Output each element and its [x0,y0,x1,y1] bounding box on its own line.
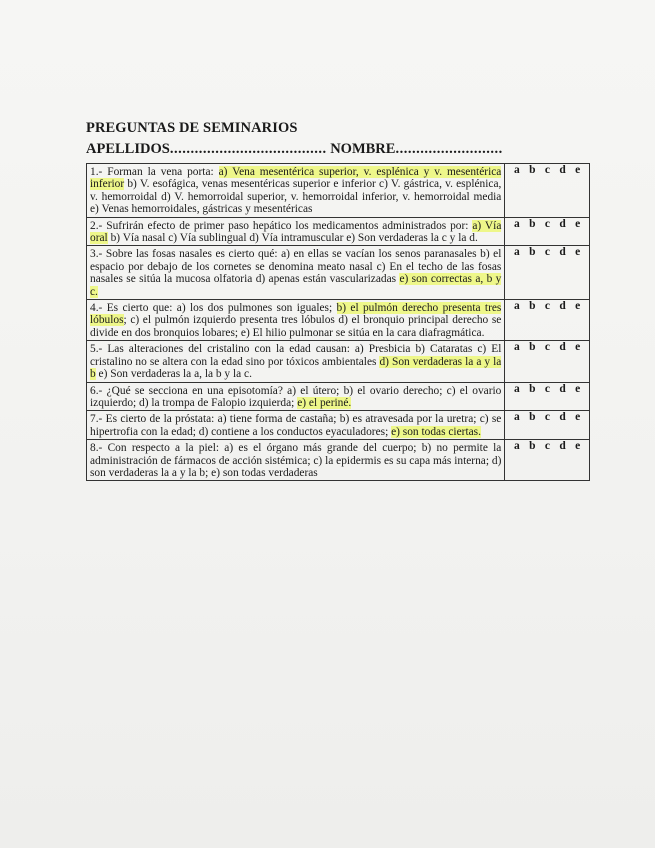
option-d[interactable]: d [559,217,566,230]
option-e[interactable]: e [575,164,581,176]
option-e[interactable]: e [575,382,581,395]
option-b[interactable]: b [529,164,536,176]
page-title: PREGUNTAS DE SEMINARIOS [86,120,298,136]
question-segment: e) Son verdaderas la a, la b y la c. [95,368,252,381]
option-d[interactable]: d [559,440,566,453]
apellidos-dots: ...................................... [169,141,327,157]
question-row [87,382,590,411]
question-text [87,164,505,218]
highlighted-answer: b) el pulmón derecho presenta tres lóbulos [90,302,502,327]
option-e[interactable]: e [575,217,581,230]
option-a[interactable]: a [514,164,520,176]
option-a[interactable]: a [514,217,520,230]
option-b[interactable]: b [529,300,536,313]
option-a[interactable]: a [514,300,520,313]
highlighted-answer: e) el periné. [297,396,352,409]
option-b[interactable]: b [529,411,536,424]
question-row [87,440,590,481]
option-d[interactable]: d [559,164,566,176]
answer-options [505,164,590,218]
answer-options [505,217,590,246]
question-segment: 4.- Es cierto que: a) los dos pulmones son iguales; [90,302,337,315]
question-segment: 2.- Sufrirán efecto de primer paso hepático los medicamentos administrados por: [90,219,473,232]
option-e[interactable]: e [575,411,581,424]
option-b[interactable]: b [529,217,536,230]
option-e[interactable]: e [575,300,581,313]
question-segment: b) V. esofágica, venas mesentéricas superior e inferior c) V. gástrica, v. esplénica, v. hemorroidal d) V. hemorroidal superior, v. hemorroidal inferior, v. hemorroidal media e) Venas hemorroidales, gástricas y mesentéricas [90,178,502,216]
option-a[interactable]: a [514,246,520,259]
question-text [87,411,505,440]
option-c[interactable]: c [544,440,551,453]
question-segment: 1.- Forman la vena porta: [90,166,219,178]
question-row [87,246,590,300]
student-header [86,141,596,158]
question-row [87,300,590,341]
option-c[interactable]: c [544,411,551,424]
answer-options [505,246,590,300]
option-c[interactable]: c [544,246,551,259]
question-segment: 3.- Sobre las fosas nasales es cierto qué: a) en ellas se vacían los senos paranasales b) el espacio por debajo de los cornetes se denomina meato nasal c) En el techo de las fosas nasales se sitúa la mucosa olfatoria d) apenas están vascularizadas [90,248,502,286]
answer-options [505,382,590,411]
highlighted-answer: d) Son verdaderas la a y la b [90,355,502,381]
option-d[interactable]: d [559,341,566,354]
option-d[interactable]: d [559,246,566,259]
answer-options [505,411,590,440]
question-text [87,440,505,481]
option-a[interactable]: a [514,341,520,354]
question-text [87,217,505,246]
nombre-dots: .......................... [395,141,503,157]
question-text [87,341,505,382]
highlighted-answer: e) son todas ciertas. [391,425,481,438]
option-c[interactable]: c [544,300,551,313]
option-a[interactable]: a [514,411,520,424]
nombre-label: NOMBRE [326,141,396,157]
question-text [87,246,505,300]
option-c[interactable]: c [544,341,551,354]
highlighted-answer: e) son correctas a, b y c. [90,273,502,298]
option-d[interactable]: d [559,300,566,313]
option-a[interactable]: a [514,440,520,453]
option-d[interactable]: d [559,411,566,424]
option-a[interactable]: a [514,382,520,395]
question-row [87,341,590,382]
highlighted-answer: a) Vena mesentérica superior, v. esplénica y v. mesentérica inferior [90,166,502,191]
question-segment: b) Vía nasal c) Vía sublingual d) Vía intramuscular e) Son verdaderas la c y la d. [107,232,478,245]
answer-options [505,341,590,382]
answer-options [505,300,590,341]
option-e[interactable]: e [575,341,581,354]
option-e[interactable]: e [575,440,581,453]
option-e[interactable]: e [575,246,581,259]
question-segment: ; c) el pulmón izquierdo presenta tres lóbulos d) el bronquio principal derecho se divide en dos bronquios lobares; e) El hilio pulmonar se sitúa en la cara diafragmática. [90,314,502,339]
apellidos-label: APELLIDOS [86,141,170,157]
question-segment: 5.- Las alteraciones del cristalino con la edad causan: a) Presbicia b) Cataratas c) El cristalino no se altera con la edad sino por tóxicos ambientales [90,343,502,368]
option-d[interactable]: d [559,382,566,395]
option-b[interactable]: b [529,246,536,259]
option-c[interactable]: c [544,382,551,395]
option-b[interactable]: b [529,341,536,354]
question-text [87,300,505,341]
highlighted-answer: a) Vía oral [90,219,502,245]
question-text [87,382,505,411]
question-segment: 6.- ¿Qué se secciona en una episotomía? a) el útero; b) el ovario derecho; c) el ovario izquierdo; d) la trompa de Falopio izquierda; [90,384,502,409]
option-b[interactable]: b [529,440,536,453]
option-c[interactable]: c [544,164,551,176]
question-row [87,164,590,218]
question-row [87,217,590,246]
question-segment: 7.- Es cierto de la próstata: a) tiene forma de castaña; b) es atravesada por la uretra; c) se hipertrofia con la edad; d) contiene a los conductos eyaculadores; [90,413,502,438]
option-c[interactable]: c [544,217,551,230]
questions-table [86,163,590,481]
question-row [87,411,590,440]
option-b[interactable]: b [529,382,536,395]
answer-options [505,440,590,481]
question-segment: 8.- Con respecto a la piel: a) es el órgano más grande del cuerpo; b) no permite la administración de fármacos de acción sistémica; c) la epidermis es su capa más interna; d) son verdaderas la a y la b; e) son todas verdaderas [90,442,502,479]
